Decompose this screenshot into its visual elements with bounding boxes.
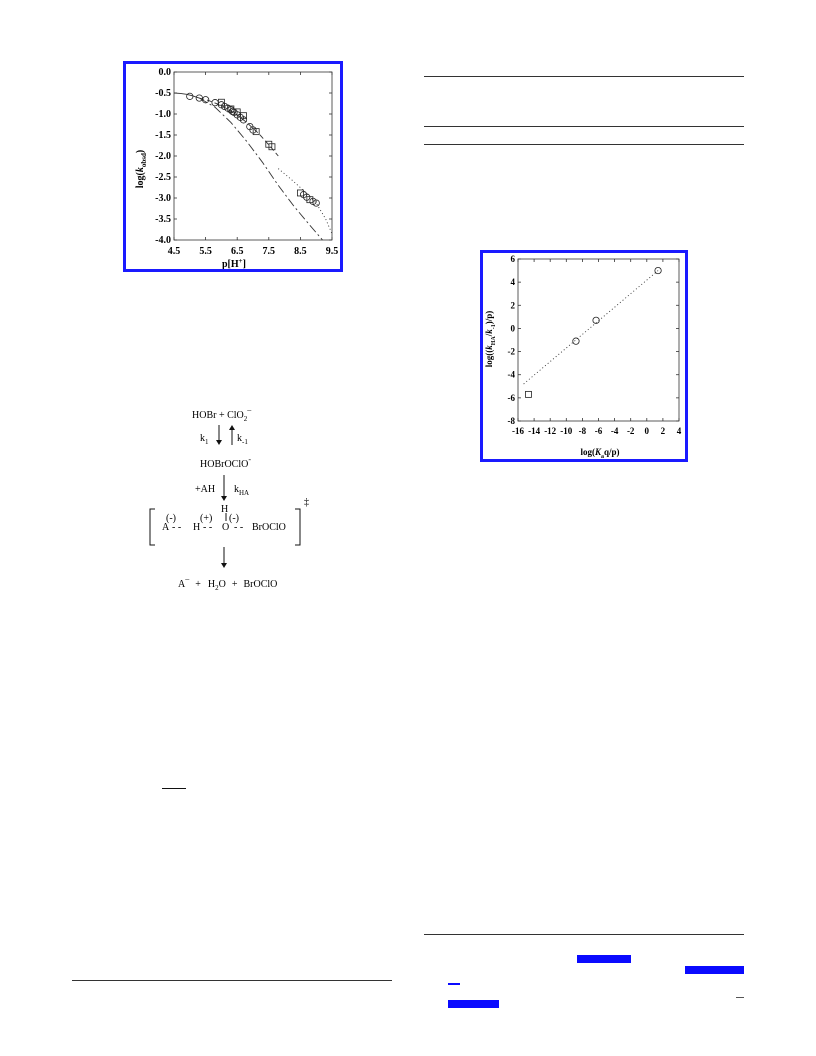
footnote-rule-left — [72, 980, 392, 981]
reference-link-2[interactable] — [685, 966, 744, 974]
y-tick-label: -2.5 — [155, 172, 171, 183]
x-tick-label: -2 — [626, 426, 635, 436]
x-tick-label: -14 — [528, 426, 541, 436]
data-point-square — [525, 391, 531, 397]
ts-broclo: BrOClO — [252, 522, 286, 533]
x-tick-label: 4.5 — [167, 246, 181, 257]
bronsted-plot-chart — [483, 253, 685, 459]
x-tick-label: -12 — [544, 426, 557, 436]
y-tick-label: -8 — [507, 416, 515, 426]
left-ylabel: $\log(k_{obsd})$ — [135, 149, 148, 189]
kha-label: $k_{HA}$ — [234, 484, 250, 497]
footnote-rule-right — [424, 934, 744, 935]
scheme-intermediate: HOBrOClO- — [200, 455, 252, 470]
x-tick-label: -4 — [610, 426, 619, 436]
y-tick-label: -3.0 — [155, 193, 171, 204]
ts-symbol: ‡ — [304, 497, 309, 508]
scheme-products: $A^-+ H_2O$ + BrOClO — [178, 574, 278, 592]
data-point-circle — [187, 93, 193, 99]
x-tick-label: 8.5 — [294, 246, 307, 257]
curve-dashdot — [199, 98, 322, 240]
figure-right-frame — [480, 250, 688, 462]
right-ylabel: $\log((k_{HA}/k_{-1})/p)$ — [484, 310, 497, 368]
ts-o-charge: (-) — [229, 513, 239, 524]
curve-dotted — [278, 169, 332, 234]
y-tick-label: -4.0 — [155, 235, 171, 246]
x-tick-label: 4 — [676, 426, 682, 436]
reference-link-1[interactable] — [577, 955, 631, 963]
plot-frame — [518, 259, 679, 421]
k1-label: $k_1$ — [200, 433, 209, 446]
table-top-rule — [424, 76, 744, 77]
y-tick-label: -3.5 — [155, 214, 171, 225]
reaction-scheme — [140, 403, 340, 593]
y-tick-label: 0 — [510, 323, 515, 334]
ts-o: O — [222, 522, 230, 533]
x-tick-label: 9.5 — [325, 246, 339, 257]
y-tick-label: 0.0 — [158, 67, 171, 78]
x-tick-label: 2 — [660, 426, 666, 436]
ts-h2-charge: (+) — [200, 513, 213, 524]
ts-dash-1: - - — [172, 522, 182, 533]
ts-a: A — [162, 522, 170, 533]
table-mid-rule — [424, 126, 744, 127]
table-bottom-rule — [424, 144, 744, 145]
x-tick-label: 6.5 — [230, 246, 244, 257]
ts-a-charge: (-) — [166, 513, 176, 524]
ts-dash-2: - - — [203, 522, 213, 533]
x-tick-label: 7.5 — [262, 246, 276, 257]
y-tick-label: -1.0 — [155, 109, 171, 120]
y-tick-label: 2 — [510, 300, 515, 311]
y-tick-label: -1.5 — [155, 130, 171, 141]
ts-h2: H — [193, 522, 201, 533]
data-point-circle — [573, 338, 579, 344]
data-point-circle — [655, 267, 661, 273]
y-tick-label: -0.5 — [155, 88, 171, 99]
y-tick-label: 4 — [510, 277, 515, 288]
fit-line — [524, 271, 658, 384]
k-1-label: $k_{-1}$ — [237, 433, 248, 446]
x-tick-label: -16 — [512, 426, 524, 436]
y-tick-label: -4 — [507, 369, 515, 380]
y-tick-label: -2.0 — [155, 151, 171, 162]
x-tick-label: -6 — [594, 426, 603, 436]
y-tick-label: -6 — [507, 392, 515, 403]
plus-ah-label: +AH — [195, 484, 216, 495]
reference-link-4[interactable] — [448, 1000, 499, 1008]
x-tick-label: -10 — [560, 426, 573, 436]
scheme-reactants: HOBr + ClO$_2$– — [192, 405, 252, 423]
log-kobsd-vs-pH-chart — [126, 64, 340, 269]
y-tick-label: -2 — [507, 346, 515, 357]
reference-link-3[interactable] — [448, 983, 460, 985]
x-tick-label: 0 — [644, 426, 650, 436]
right-xlabel: $\log(K_aq/p)$ — [580, 447, 620, 459]
x-tick-label: -8 — [578, 426, 587, 436]
figure-left-frame — [123, 61, 343, 272]
ts-dash-3: - - — [234, 522, 244, 533]
y-tick-label: 6 — [510, 254, 515, 264]
fraction-bar — [162, 788, 186, 789]
ts-h-label: H — [221, 504, 229, 515]
x-tick-label: 5.5 — [199, 246, 212, 257]
left-xlabel: p[H+] — [221, 257, 247, 269]
superscript-dash — [736, 997, 744, 998]
